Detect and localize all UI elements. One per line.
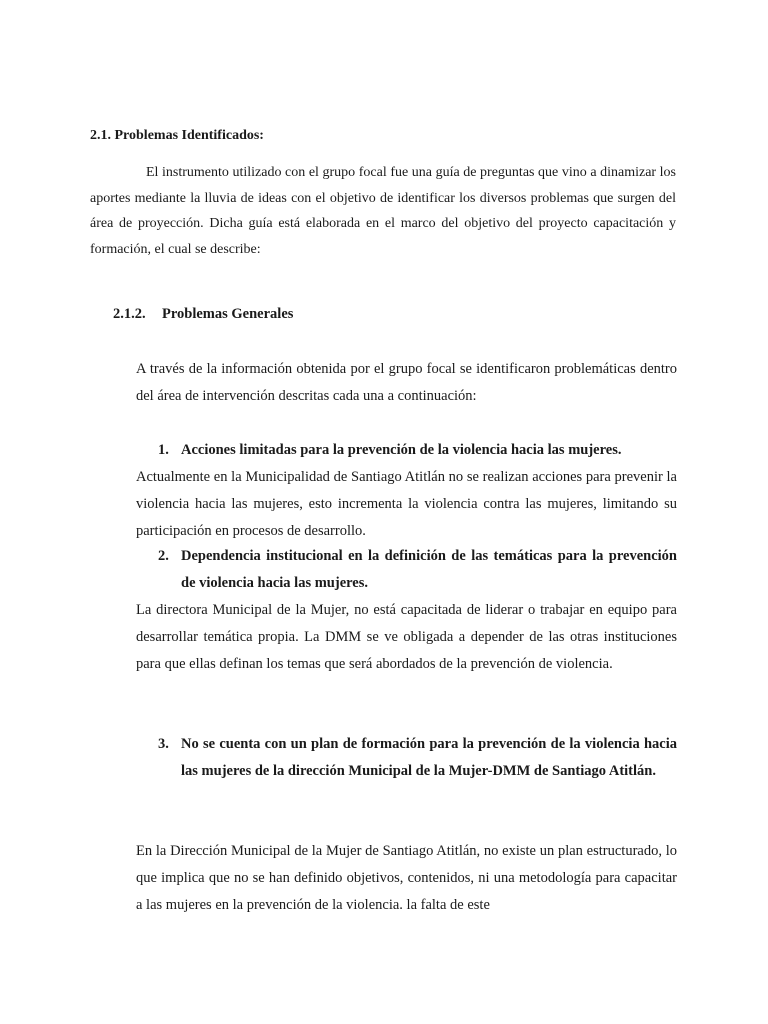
subsection-intro-paragraph: A través de la información obtenida por el grupo focal se identificaron problemáticas dentro del área de intervención descritas cada una a continuación: xyxy=(136,361,677,404)
subsection-heading xyxy=(113,306,293,323)
problem-item-3-heading xyxy=(136,731,677,785)
problem-item-2-heading xyxy=(136,543,677,597)
problem-item-3-description: En la Dirección Municipal de la Mujer de Santiago Atitlán, no existe un plan estructurado, lo que implica que no se han definido objetivos, contenidos, ni una metodología para capacitar a las mujeres en la prevención de la violencia. la falta de este xyxy=(136,843,677,913)
problem-item-1-title: Acciones limitadas para la prevención de la violencia hacia las mujeres. xyxy=(181,442,622,458)
problem-item-1-number: 1. xyxy=(158,442,169,458)
subsection-title: Problemas Generales xyxy=(162,306,294,322)
section-heading: 2.1. Problemas Identificados: xyxy=(90,128,264,143)
problem-item-3-title: No se cuenta con un plan de formación para la prevención de la violencia hacia las mujeres de la dirección Municipal de la Mujer-DMM de Santiago Atitlán. xyxy=(181,736,677,779)
problem-item-1-description: Actualmente en la Municipalidad de Santiago Atitlán no se realizan acciones para prevenir la violencia hacia las mujeres, esto incrementa la violencia contra las mujeres, limitando su participación en procesos de desarrollo. xyxy=(136,469,677,539)
problem-item-2-description: La directora Municipal de la Mujer, no está capacitada de liderar o trabajar en equipo para desarrollar temática propia. La DMM se ve obligada a depender de las otras instituciones para que ellas definan los temas que será abordados de la prevención de violencia. xyxy=(136,602,677,672)
subsection-number: 2.1.2. xyxy=(113,306,146,322)
problem-item-2-number: 2. xyxy=(158,548,169,564)
section-intro-paragraph: El instrumento utilizado con el grupo focal fue una guía de preguntas que vino a dinamizar los aportes mediante la lluvia de ideas con el objetivo de identificar los diversos problemas que surgen del área de proyección. Dicha guía está elaborada en el marco del objetivo del proyecto capacitación y formación, el cual se describe: xyxy=(90,165,676,257)
problem-item-2-title: Dependencia institucional en la definición de las temáticas para la prevención de violencia hacia las mujeres. xyxy=(181,548,677,591)
problem-item-1-heading xyxy=(136,437,677,464)
problem-item-3-number: 3. xyxy=(158,736,169,752)
